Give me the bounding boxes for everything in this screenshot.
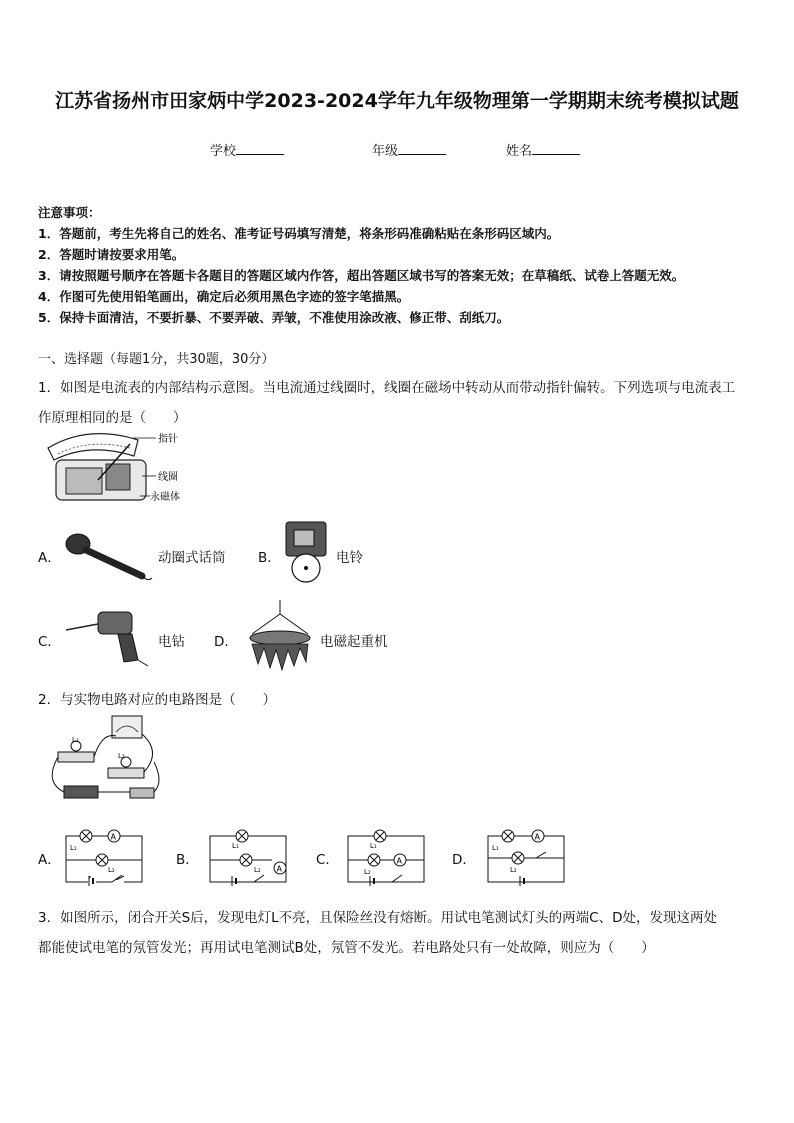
q2-option-c-circuit	[344, 826, 428, 886]
question-1-text-cont: 作原理相同的是（ ）	[38, 410, 187, 426]
a-l1-label: L₁	[70, 844, 77, 852]
section-heading: 一、选择题（每题1分，共30题，30分）	[38, 352, 275, 367]
q1-option-d-text: 电磁起重机	[320, 634, 388, 650]
magnet-label: 永磁体	[150, 492, 180, 503]
fig-l2-label: L₂	[118, 752, 125, 760]
ammeter-symbol: A	[396, 856, 402, 866]
notes-heading: 注意事项：	[38, 205, 101, 220]
b-l2-label: L₂	[254, 866, 261, 874]
q1-option-c-text: 电钻	[158, 634, 185, 650]
note-item: 1．答题前，考生先将自己的姓名、准考证号码填写清楚，将条形码准确粘贴在条形码区域内。	[38, 226, 560, 241]
name-label: 姓名	[506, 144, 533, 159]
question-3-text-cont: 都能使试电笔的氖管发光；再用试电笔测试B处，氖管不发光。若电路处只有一处故障，则应为（ ）	[38, 940, 655, 956]
q1-option-b-text: 电铃	[336, 550, 363, 566]
coil-label: 线圈	[158, 472, 178, 483]
note-item: 3．请按照题号顺序在答题卡各题目的答题区域内作答，超出答题区域书写的答案无效；在草稿纸、试卷上答题无效。	[38, 268, 685, 283]
note-item: 2．答题时请按要求用笔。	[38, 247, 185, 262]
c-l1-label: L₁	[370, 842, 377, 850]
name-field	[506, 140, 580, 159]
q1-option-a-letter[interactable]: A．	[38, 550, 61, 566]
q1-option-b-letter[interactable]: B．	[258, 550, 281, 566]
question-3-text: 3．如图所示，闭合开关S后，发现电灯L不亮，且保险丝没有熔断。用试电笔测试灯头的两端C、D处，发现这两处	[38, 910, 717, 926]
school-label: 学校	[210, 144, 237, 159]
q2-option-c-letter[interactable]: C．	[316, 852, 339, 868]
q2-option-d-circuit	[484, 826, 568, 886]
question-1-text: 1．如图是电流表的内部结构示意图。当电流通过线圈时，线圈在磁场中转动从而带动指针偏转。下列选项与电流表工	[38, 380, 736, 396]
grade-field	[372, 140, 446, 159]
q1-option-d-letter[interactable]: D．	[214, 634, 238, 650]
physical-circuit-figure	[42, 712, 166, 808]
ammeter-structure-figure	[38, 428, 188, 510]
ammeter-symbol: A	[276, 864, 282, 874]
c-l2-label: L₂	[364, 868, 371, 876]
fig-l1-label: L₁	[72, 736, 79, 744]
d-l2-label: L₂	[510, 866, 517, 874]
grade-blank	[398, 142, 446, 155]
q2-option-d-letter[interactable]: D．	[452, 852, 476, 868]
q2-option-b-circuit	[206, 826, 290, 886]
electric-bell-icon	[282, 520, 330, 584]
b-l1-label: L₁	[232, 842, 239, 850]
school-field	[210, 140, 284, 159]
note-item: 4．作图可先使用铅笔画出，确定后必须用黑色字迹的签字笔描黑。	[38, 289, 410, 304]
electromagnetic-crane-icon	[242, 598, 318, 674]
note-item: 5．保持卡面清洁，不要折暴、不要弄破、弄皱，不准使用涂改液、修正带、刮纸刀。	[38, 310, 510, 325]
school-blank	[236, 142, 284, 155]
grade-label: 年级	[372, 144, 399, 159]
q2-option-a-letter[interactable]: A．	[38, 852, 61, 868]
q2-option-b-letter[interactable]: B．	[176, 852, 199, 868]
q1-option-c-letter[interactable]: C．	[38, 634, 61, 650]
question-2-text: 2．与实物电路对应的电路图是（ ）	[38, 692, 277, 708]
q1-option-a-text: 动圈式话筒	[158, 550, 226, 566]
electric-drill-icon	[62, 600, 154, 668]
exam-title: 江苏省扬州市田家炳中学2023-2024学年九年级物理第一学期期末统考模拟试题	[55, 90, 739, 112]
d-l1-label: L₁	[492, 844, 499, 852]
a-l2-label: L₂	[108, 866, 115, 874]
ammeter-symbol: A	[110, 832, 116, 842]
microphone-icon	[62, 528, 154, 584]
pointer-label: 指针	[158, 434, 178, 445]
q2-option-a-circuit	[62, 826, 146, 886]
ammeter-symbol: A	[534, 832, 540, 842]
name-blank	[532, 142, 580, 155]
